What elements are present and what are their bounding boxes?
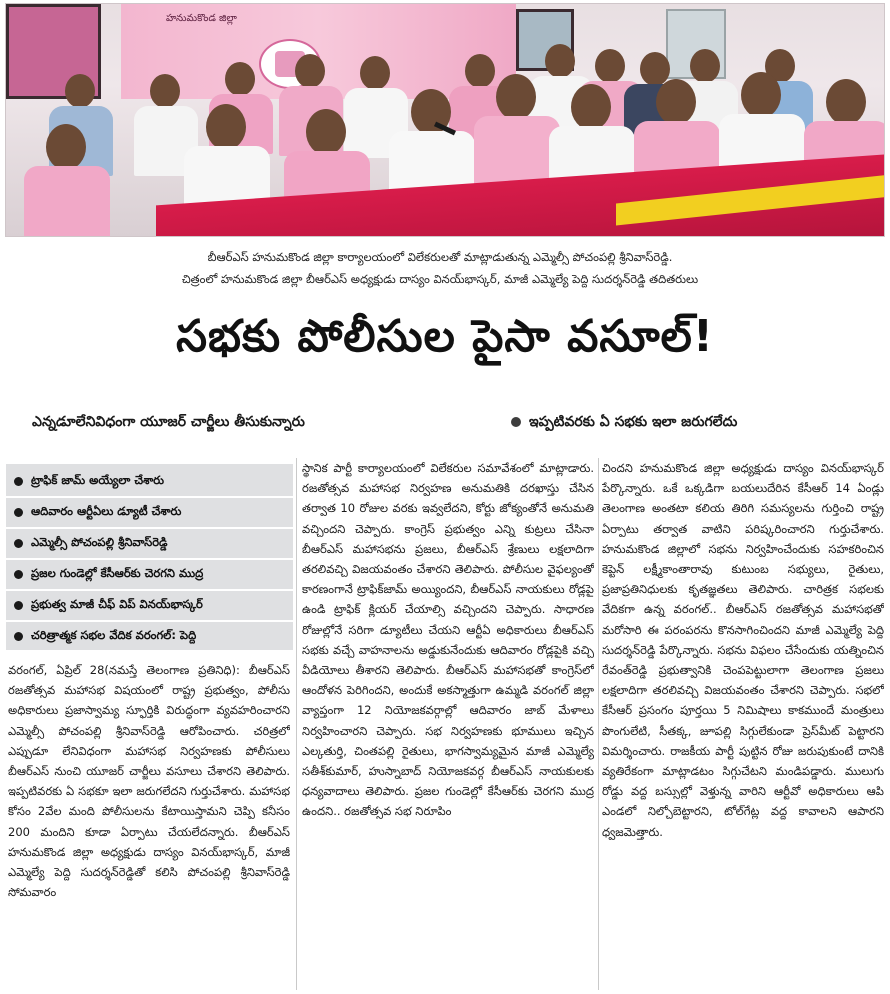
divider [6, 620, 293, 622]
highlights-box [6, 464, 293, 650]
caption-line-1: బీఆర్ఎస్ హనుమకొండ జిల్లా కార్యాలయంలో విలేకరులతో మాట్లాడుతున్న ఎమ్మెల్సీ పోచంపల్లి శ్రీనివాస్‌రెడ్డి. [207, 250, 673, 264]
highlight-item: ఎమ్మెల్సీ పోచంపల్లి శ్రీనివాస్‌రెడ్డి [6, 530, 293, 556]
caption-line-2: చిత్రంలో హనుమకొండ జిల్లా బీఆర్ఎస్ అధ్యక్షుడు దాస్యం వినయ్‌భాస్కర్, మాజీ ఎమ్మెల్యే పెద్ది సుదర్శన్‌రెడ్డి తదితరులు [181, 272, 699, 286]
column-rule [296, 458, 297, 990]
bullet-icon [14, 601, 23, 610]
article-text: చిందని హనుమకొండ జిల్లా అధ్యక్షుడు దాస్యం వినయ్‌భాస్కర్ పేర్కొన్నారు. ఒకే ఒక్కడిగా బయలుదేరిన కేసీఆర్ 14 ఏండ్లు తెలంగాణ అంతటా కలియ తిరిగి సమస్యలను గుర్తించి రాష్ట్ర ఏర్పాటు తర్వాత వాటిని పరిష్కరించారని గుర్తుచేశారు. హనుమకొండ జిల్లాలో సభను నిర్వహించేందుకు సహకరించిన కెప్టెన్ లక్ష్మీకాంతారావు కుటుంబ సభ్యులు, రైతులు, ప్రజాప్రతినిధులకు కృతజ్ఞతలు తెలిపారు. చారిత్రక సభలకు వేదికగా ఉన్న వరంగల్.. బీఆర్ఎస్ రజతోత్సవ మహాసభతో మరోసారి ఈ పరంపరను కొనసాగించిందని మాజీ ఎమ్మెల్యే పెద్ది సుదర్శన్‌రెడ్డి పేర్కొన్నారు. సభను విఫలం చేసేందుకు యత్నించిన రేవంత్‌రెడ్డి ప్రభుత్వానికి చెంపపెట్టులాగా తెలంగాణ ప్రజలు లక్షలాదిగా తరలివచ్చి విజయవంతం చేశారని చెప్పారు. సభలో కేసీఆర్ ప్రసంగం పూర్తయి 5 నిమిషాలు కాకముందే మంత్రులు పొంగులేటి, సీతక్క, జూపల్లి సిగ్గులేకుండా ప్రెస్‌మీట్ పెట్టారని విమర్శించారు. రాజకీయ పార్టీ పుట్టిన రోజు జరుపుకుంటే దానికి వ్యతిరేకంగా మాట్లాడటం సిగ్గుచేటని మండిపడ్డారు. ములుగు రోడ్డు వద్ద బస్సుల్లో వెళ్తున్న వారిని ఆర్టీవో అధికారులు ఆపి ఎండలో నిల్చోబెట్టారని, టోల్‌గేట్ల వద్ద కావాలని ఆపారని ధ్వజమెత్తారు. [602, 461, 884, 839]
article-column-3 [602, 458, 884, 990]
bullet-icon [14, 477, 23, 486]
headline: సభకు పోలీసుల పైసా వసూల్! [176, 311, 714, 362]
divider [6, 496, 293, 498]
divider [6, 527, 293, 529]
highlight-item: చరిత్రాత్మక సభల వేదిక వరంగల్: పెద్ది [6, 623, 293, 649]
subheadline [14, 408, 884, 438]
bullet-icon [14, 570, 23, 579]
photo-caption [80, 246, 800, 290]
column-rule [598, 458, 599, 990]
highlight-item: ప్రభుత్వ మాజీ చీఫ్ విప్ వినయ్‌భాస్కర్ [6, 592, 293, 618]
subhead-right: ఇప్పటివరకు ఏ సభకు ఇలా జరుగలేదు [529, 414, 738, 430]
bullet-icon [14, 508, 23, 517]
article-column-1 [8, 660, 290, 990]
bullet-icon [14, 632, 23, 641]
article-column-2 [302, 458, 594, 990]
subhead-bullet [511, 417, 521, 427]
article-text: వరంగల్, ఏప్రిల్ 28(నమస్తే తెలంగాణ ప్రతినిధి): బీఆర్ఎస్ రజతోత్సవ మహాసభ విషయంలో రాష్ట్ర ప్రభుత్వం, పోలీసు అధికారులు ప్రజాస్వామ్య స్ఫూర్తికి విరుద్ధంగా వ్యవహరించారని ఎమ్మెల్సీ పోచంపల్లి శ్రీనివాస్‌రెడ్డి ఆరోపించారు. చరిత్రలో ఎప్పుడూ లేనివిధంగా మహాసభ నిర్వహణకు పోలీసులు బీఆర్ఎస్ నుంచి యూజర్ చార్జీలు వసూలు చేశారని తెలిపారు. ఇప్పటివరకు ఏ సభకూ ఇలా జరుగలేదని గుర్తుచేశారు. మహాసభ కోసం 2వేల మంది పోలీసులను కేటాయిస్తామని చెప్పి కనీసం 200 మందిని కూడా ఏర్పాటు చేయలేదన్నారు. బీఆర్ఎస్ హనుమకొండ జిల్లా అధ్యక్షుడు దాస్యం వినయ్‌భాస్కర్, మాజీ ఎమ్మెల్యే పెద్ది సుదర్శన్‌రెడ్డితో కలిసి పోచంపల్లి శ్రీనివాస్‌రెడ్డి సోమవారం [8, 663, 290, 900]
highlight-item: ప్రజల గుండెల్లో కేసీఆర్‌కు చెరగని ముద్ర [6, 561, 293, 587]
subhead-left: ఎన్నడూలేనివిధంగా యూజర్ చార్జీలు తీసుకున్నారు [32, 414, 305, 430]
highlight-item: ట్రాఫిక్ జామ్ అయ్యేలా చేశారు [6, 468, 293, 494]
bullet-icon [14, 539, 23, 548]
press-meet-photo [5, 3, 885, 237]
highlight-item: ఆదివారం ఆర్టీఏలు డ్యూటీ చేశారు [6, 499, 293, 525]
divider [6, 589, 293, 591]
article-text: స్థానిక పార్టీ కార్యాలయంలో విలేకరుల సమావేశంలో మాట్లాడారు. రజతోత్సవ మహాసభ నిర్వహణ అనుమతికి దరఖాస్తు చేసిన తర్వాత 10 రోజుల వరకు ఇవ్వలేదని, కోర్టు జోక్యంతోనే అనుమతి వచ్చిందని చెప్పారు. కాంగ్రెస్ ప్రభుత్వం ఎన్ని కుట్రలు చేసినా బీఆర్ఎస్ మహాసభను ప్రజలు, బీఆర్ఎస్ శ్రేణులు లక్షలాదిగా తరలివచ్చి విజయవంతం చేశారని తెలిపారు. పోలీసుల వైఫల్యంతో కారణంగానే ట్రాఫిక్‌జామ్ అయ్యిందని, బీఆర్ఎస్ నాయకులు రోడ్లపై ఉండి ట్రాఫిక్ క్లియర్ చేయాల్సి వచ్చిందని చెప్పారు. సాధారణ రోజుల్లోనే సరిగా డ్యూటీలు చేయని ఆర్టీఏ అధికారులు బీఆర్ఎస్ సభకు వచ్చే వాహనాలను అడ్డుకునేందుకు ఆదివారం రోడ్లపైకి వచ్చి వీడియోలు తీశారని తెలిపారు. బీఆర్ఎస్ మహాసభతో కాంగ్రెస్‌లో ఆందోళన పెరిగిందని, అందుకే అకస్మాత్తుగా ఉమ్మడి వరంగల్ జిల్లా వ్యాప్తంగా 12 నియోజకవర్గాల్లో ఆదివారం జాబ్ మేళాలు నిర్వహించారని చెప్పారు. సభ నిర్వహణకు భూములు ఇచ్చిన ఎల్కతుర్తి, చింతపల్లి రైతులు, భాగస్వామ్యమైన మాజీ ఎమ్మెల్యే సతీశ్‌కుమార్, హుస్నాబాద్ నియోజకవర్గ బీఆర్ఎస్ నాయకులకు ధన్యవాదాలు తెలిపారు. ప్రజల గుండెల్లో కేసీఆర్‌కు చెరగని ముద్ర ఉందని.. రజతోత్సవ సభ నిరూపిం [302, 461, 594, 819]
divider [6, 558, 293, 560]
banner-text: హనుమకొండ జిల్లా [166, 13, 237, 24]
